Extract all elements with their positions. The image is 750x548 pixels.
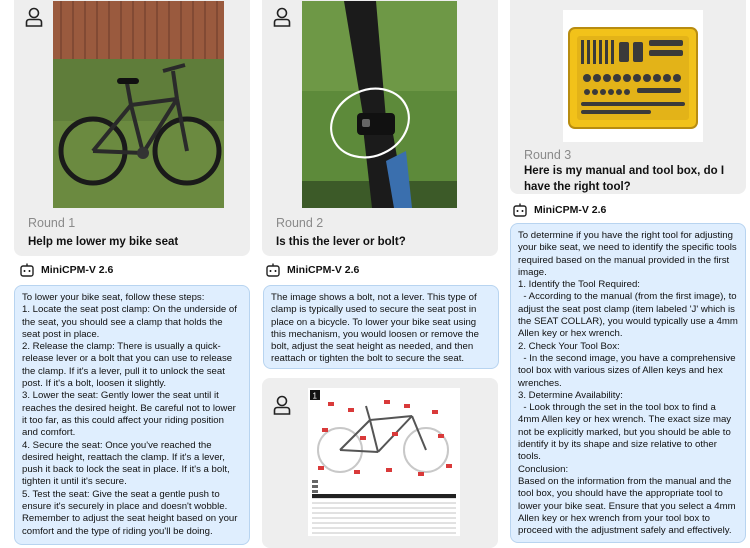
manual-image	[308, 388, 460, 536]
bot-name: MiniCPM-V 2.6	[41, 264, 114, 276]
manual-step-number: 1	[312, 391, 317, 401]
toolbox-photo	[563, 10, 703, 142]
user-icon	[25, 7, 43, 27]
round-2-question: Is this the lever or bolt?	[276, 236, 406, 248]
user-icon	[273, 7, 291, 27]
user-icon	[273, 395, 291, 415]
robot-icon	[266, 263, 280, 277]
robot-icon	[20, 263, 34, 277]
round-1-question: Help me lower my bike seat	[28, 236, 179, 248]
bot-header-2	[266, 263, 359, 277]
bot-name: MiniCPM-V 2.6	[534, 204, 607, 216]
round-2-label: Round 2	[276, 216, 324, 230]
answer-2: The image shows a bolt, not a lever. This type of clamp is typically used to secure the seat post in place on a bicycle. To lower your bike seat using this mechanism, you would loosen or remove the bolt, adjust the seat height as needed, and then reattach or tighten the bolt to secure the seat.	[263, 285, 499, 369]
bot-header-3	[513, 203, 606, 217]
round-3-question: Here is my manual and tool box, do I have the right tool?	[524, 165, 725, 193]
answer-3: To determine if you have the right tool for adjusting your bike seat, we need to identify the specific tools required based on the manual provided in the first image. 1. Identify the Tool Required: - According to the manual (from the first image), to adjust the seat post clamp (item labeled 'J' which is the SEAT COLLAR), you would typically use a 4mm Allen key or hex wrench. 2. Check Your Tool Box: - In the second image, you have a comprehensive tool box with various sizes of Allen keys and hex wrenches. 3. Determine Availability: - Look through the set in the tool box to find a 4mm Allen key or hex wrench. The exact size may not be explicitly marked, but you should be able to identify it by its shape and size relative to other tools. Conclusion: Based on the information from the manual and the tool box, you should have the appropriate tool to lower your bike seat. Ensure that you select a 4mm Allen key or hex wrench from your tool box to proceed with the adjustment safely and effectively.	[510, 223, 746, 543]
seatpost-photo	[302, 1, 457, 208]
robot-icon	[513, 203, 527, 217]
answer-1: To lower your bike seat, follow these steps: 1. Locate the seat post clamp: On the underside of the seat, you should see a clamp that holds the seat post in place. 2. Release the clamp: There is usually a quick-release lever or a bolt that you can use to release the clamp. If it's a lever, pull it to unlock the seat post. If it's a bolt, loosen it slightly. 3. Lower the seat: Gently lower the seat until it reaches the desired height. Be careful not to lower it too far, as this could affect your riding position and comfort. 4. Secure the seat: Once you've reached the desired height, reattach the clamp. If it's a lever, push it back to lock the seat in place. If it's a bolt, tighten it until it's secure. 5. Test the seat: Give the seat a gentle push to ensure it's securely in place and doesn't wobble. Remember to adjust the seat height based on your comfort and the type of riding you'll be doing.	[14, 285, 250, 545]
bot-header-1	[20, 263, 113, 277]
round-3-label: Round 3	[524, 148, 572, 162]
bike-photo	[53, 1, 224, 208]
bot-name: MiniCPM-V 2.6	[287, 264, 360, 276]
round-1-label: Round 1	[28, 216, 76, 230]
